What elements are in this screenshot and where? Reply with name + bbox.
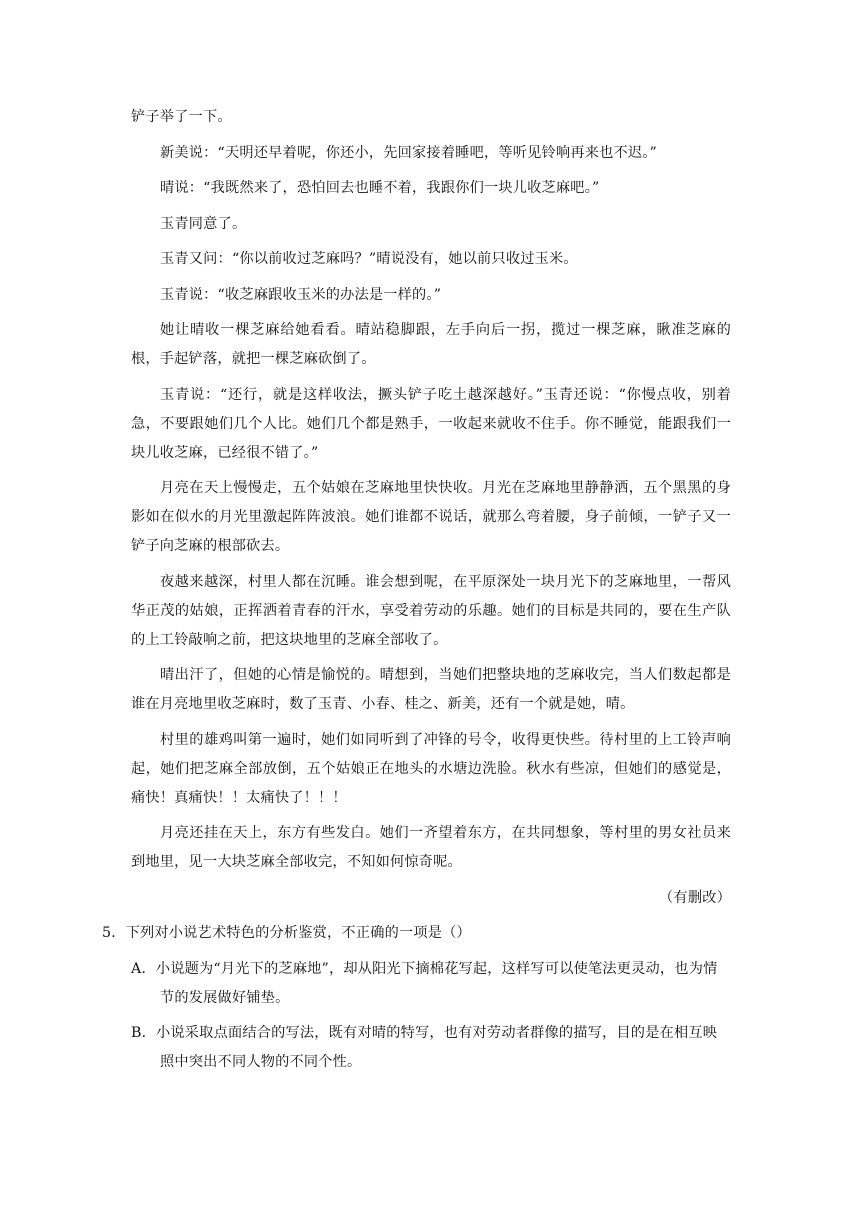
answer-option-b: B．小说采取点面结合的写法，既有对晴的特写，也有对劳动者群像的描写，目的是在相互映照中突出不同人物的不同个性。	[131, 1025, 718, 1070]
source-credit: （有删改）	[659, 889, 731, 906]
paragraph: 铲子举了一下。	[131, 109, 232, 125]
paragraph: 夜越来越深，村里人都在沉睡。谁会想到呢，在平原深处一块月光下的芝麻地里，一帮风华正茂的姑娘，正挥洒着青春的汗水，享受着劳动的乐趣。她们的目标是共同的，要在生产队的上工铃敲响之前，把这块地里的芝麻全部收了。	[131, 573, 731, 648]
document-body	[102, 103, 731, 1084]
paragraph: 玉青又问：“你以前收过芝麻吗？”晴说没有，她以前只收过玉米。	[160, 251, 578, 267]
paragraph: 她让晴收一棵芝麻给她看看。晴站稳脚跟，左手向后一拐，揽过一棵芝麻，瞅准芝麻的根，手起铲落，就把一棵芝麻砍倒了。	[131, 322, 731, 367]
paragraph: 月亮在天上慢慢走，五个姑娘在芝麻地里快快收。月光在芝麻地里静静洒，五个黑黑的身影如在似水的月光里激起阵阵波浪。她们谁都不说话，就那么弯着腰，身子前倾，一铲子又一铲子向芝麻的根部砍去。	[131, 480, 731, 554]
paragraph: 新美说：“天明还早着呢，你还小，先回家接着睡吧，等听见铃响再来也不迟。”	[160, 144, 657, 161]
paragraph: 玉青说：“还行，就是这样收法，撅头铲子吃土越深越好。”玉青还说：“你慢点收，别着急，不要跟她们几个人比。她们几个都是熟手，一收起来就收不住手。你不睡觉，能跟我们一块儿收芝麻，已经很不错了。”	[131, 386, 731, 461]
question-stem: 5．下列对小说艺术特色的分析鉴赏，不正确的一项是（）	[102, 925, 471, 941]
paragraph: 月亮还挂在天上，东方有些发白。她们一齐望着东方，在共同想象，等村里的男女社员来到地里，见一大块芝麻全部收完，不知如何惊奇呢。	[131, 825, 731, 870]
paragraph: 晴出汗了，但她的心情是愉悦的。晴想到，当她们把整块地的芝麻收完，当人们数起都是谁在月亮地里收芝麻时，数了玉青、小春、桂之、新美，还有一个就是她，晴。	[131, 667, 731, 712]
paragraph: 玉青说：“收芝麻跟收玉米的办法是一样的。”	[160, 286, 442, 303]
paragraph: 玉青同意了。	[160, 215, 247, 232]
answer-option-a: A．小说题为“月光下的芝麻地”，却从阳光下摘棉花写起，这样写可以使笔法更灵动，也为情节的发展做好铺垫。	[131, 960, 718, 1006]
paragraph: 村里的雄鸡叫第一遍时，她们如同听到了冲锋的号令，收得更快些。待村里的上工铃声响起，她们把芝麻全部放倒，五个姑娘正在地头的水塘边洗脸。秋水有些凉，但她们的感觉是，痛快！真痛快！！太痛快了！！！	[131, 731, 731, 806]
paragraph: 晴说：“我既然来了，恐怕回去也睡不着，我跟你们一块儿收芝麻吧。”	[160, 180, 600, 196]
